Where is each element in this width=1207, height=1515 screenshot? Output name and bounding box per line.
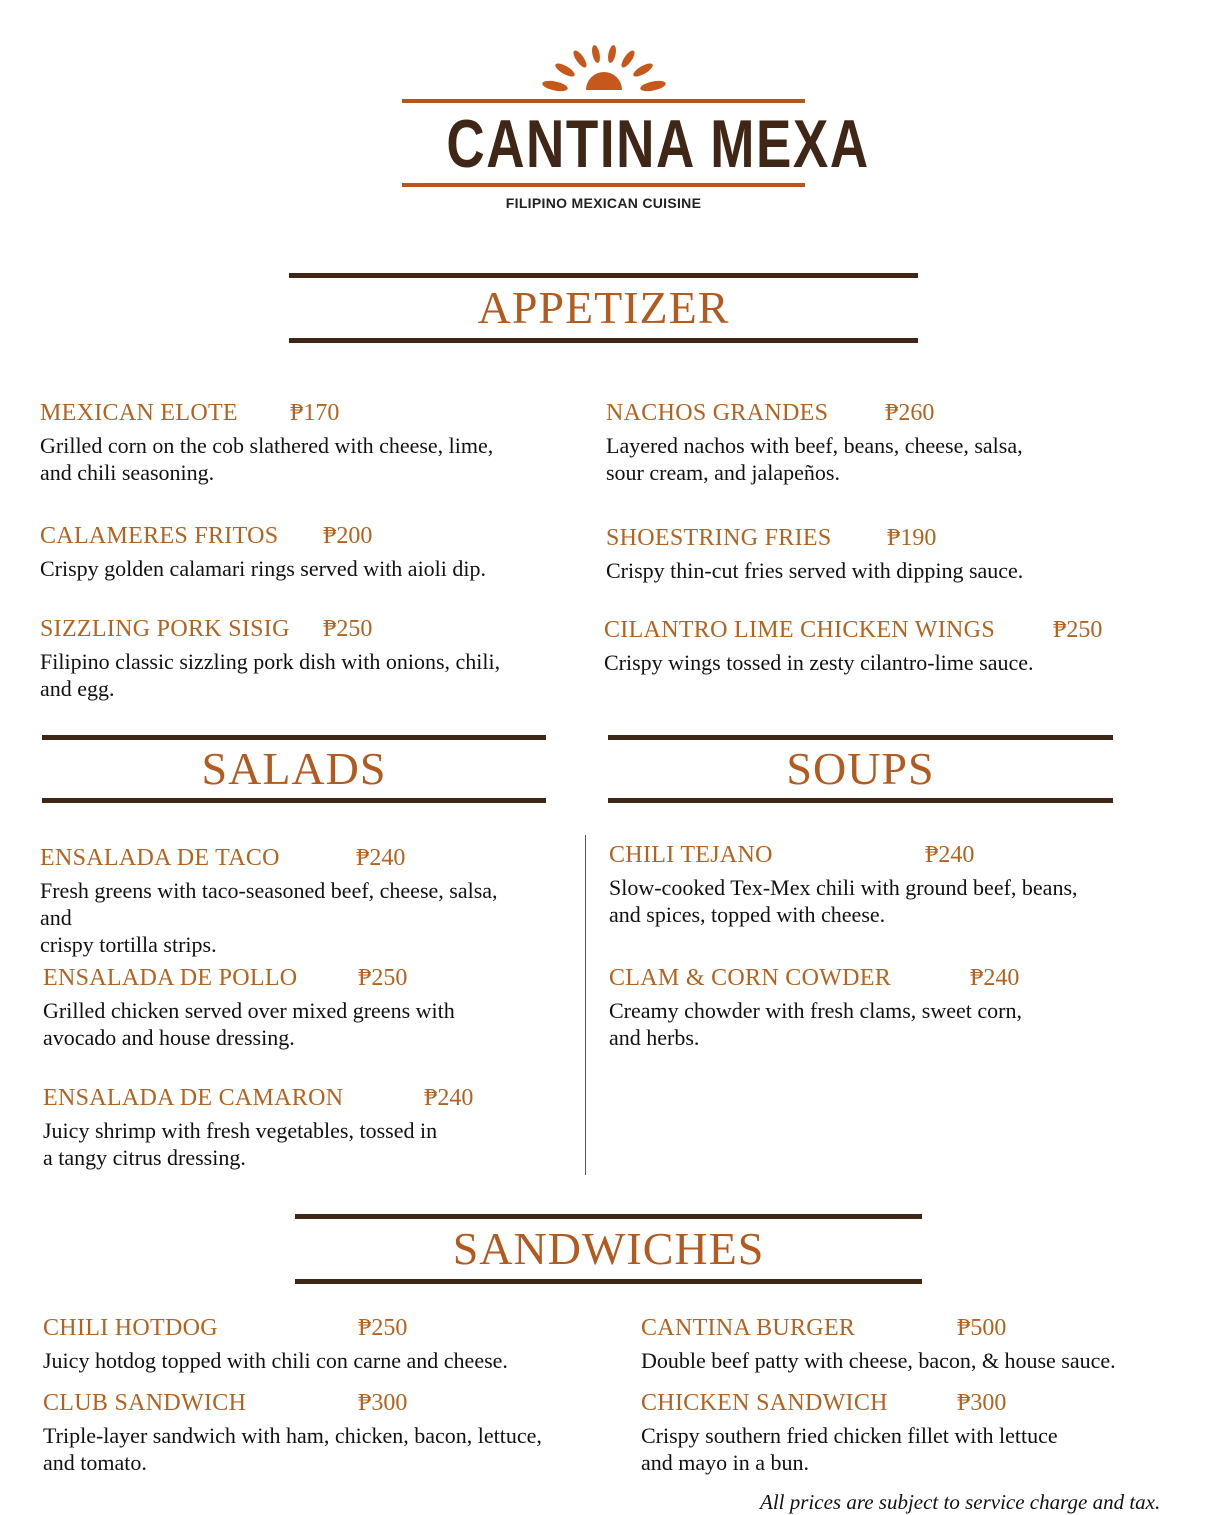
item-name: CALAMERES FRITOS [40,523,279,549]
menu-item [43,1085,474,1171]
item-price: ₱250 [323,616,373,642]
section-title-soups: SOUPS [786,743,935,794]
item-description: Filipino classic sizzling pork dish with onions, chili, and egg. [40,649,501,701]
item-name: CHILI HOTDOG [43,1315,218,1341]
divider [42,735,546,740]
divider [608,735,1113,740]
divider [295,1279,922,1284]
item-price: ₱240 [424,1085,474,1111]
item-description: Fresh greens with taco-seasoned beef, cheese, salsa, and crispy tortilla strips. [40,878,498,957]
divider [42,798,546,803]
item-price: ₱170 [290,400,340,426]
item-name: CHICKEN SANDWICH [641,1390,888,1416]
item-price: ₱300 [957,1390,1007,1416]
item-name: CANTINA BURGER [641,1315,856,1341]
brand-name: CANTINA MEXA [446,106,870,182]
menu-item [641,1390,1058,1476]
logo-rule-bottom [402,183,805,187]
menu-item [606,400,1023,486]
item-description: Creamy chowder with fresh clams, sweet corn, and herbs. [609,998,1022,1050]
item-name: ENSALADA DE POLLO [43,965,298,991]
item-name: SHOESTRING FRIES [606,525,832,551]
menu-item [609,965,1022,1051]
item-price: ₱200 [323,523,373,549]
divider [295,1214,922,1219]
item-description: Juicy hotdog topped with chili con carne and cheese. [43,1348,508,1373]
item-price: ₱250 [358,1315,408,1341]
item-price: ₱240 [925,842,975,868]
item-name: ENSALADA DE TACO [40,845,280,871]
item-name: CLAM & CORN COWDER [609,965,892,991]
menu-item [40,845,498,958]
menu-item [43,1315,508,1374]
section-title-sandwiches: SANDWICHES [452,1223,765,1274]
item-description: Layered nachos with beef, beans, cheese, salsa, sour cream, and jalapeños. [606,433,1023,485]
item-description: Crispy thin-cut fries served with dipping sauce. [606,558,1024,583]
brand-tagline: FILIPINO MEXICAN CUISINE [505,195,702,211]
sunburst-icon [540,44,668,94]
item-name: SIZZLING PORK SISIG [40,616,290,642]
menu-item [43,965,455,1051]
logo-rule-top [402,99,805,103]
item-name: NACHOS GRANDES [606,400,829,426]
item-name: CLUB SANDWICH [43,1390,247,1416]
item-description: Slow-cooked Tex-Mex chili with ground beef, beans, and spices, topped with cheese. [609,875,1078,927]
menu-item [40,616,500,702]
item-price: ₱500 [957,1315,1007,1341]
item-price: ₱240 [356,845,406,871]
divider [289,273,918,278]
item-description: Crispy wings tossed in zesty cilantro-lime sauce. [604,650,1034,675]
footnote: All prices are subject to service charge and tax. [760,1490,1161,1514]
item-description: Grilled corn on the cob slathered with cheese, lime, and chili seasoning. [40,433,494,485]
item-price: ₱300 [358,1390,408,1416]
item-name: MEXICAN ELOTE [40,400,238,426]
item-description: Triple-layer sandwich with ham, chicken, bacon, lettuce, and tomato. [43,1423,542,1475]
menu-item [641,1315,1116,1374]
item-name: ENSALADA DE CAMARON [43,1085,344,1111]
item-description: Juicy shrimp with fresh vegetables, tossed in a tangy citrus dressing. [43,1118,438,1170]
item-price: ₱250 [1053,617,1103,643]
item-name: CHILI TEJANO [609,842,773,868]
item-description: Crispy golden calamari rings served with aioli dip. [40,556,487,581]
item-price: ₱240 [970,965,1020,991]
section-title-appetizer: APPETIZER [477,282,730,333]
menu-item [40,400,493,486]
item-description: Grilled chicken served over mixed greens with avocado and house dressing. [43,998,455,1050]
item-price: ₱260 [885,400,935,426]
divider [608,798,1113,803]
item-name: CILANTRO LIME CHICKEN WINGS [604,617,995,643]
menu-item [43,1390,542,1476]
divider [289,338,918,343]
item-price: ₱190 [887,525,937,551]
menu-item [609,842,1078,928]
section-title-salads: SALADS [201,743,387,794]
menu-item [40,523,486,582]
menu-item [606,525,1023,584]
item-description: Crispy southern fried chicken fillet with lettuce and mayo in a bun. [641,1423,1058,1475]
item-price: ₱250 [358,965,408,991]
column-divider [585,835,586,1175]
menu-item [604,617,1103,676]
item-description: Double beef patty with cheese, bacon, & house sauce. [641,1348,1116,1373]
